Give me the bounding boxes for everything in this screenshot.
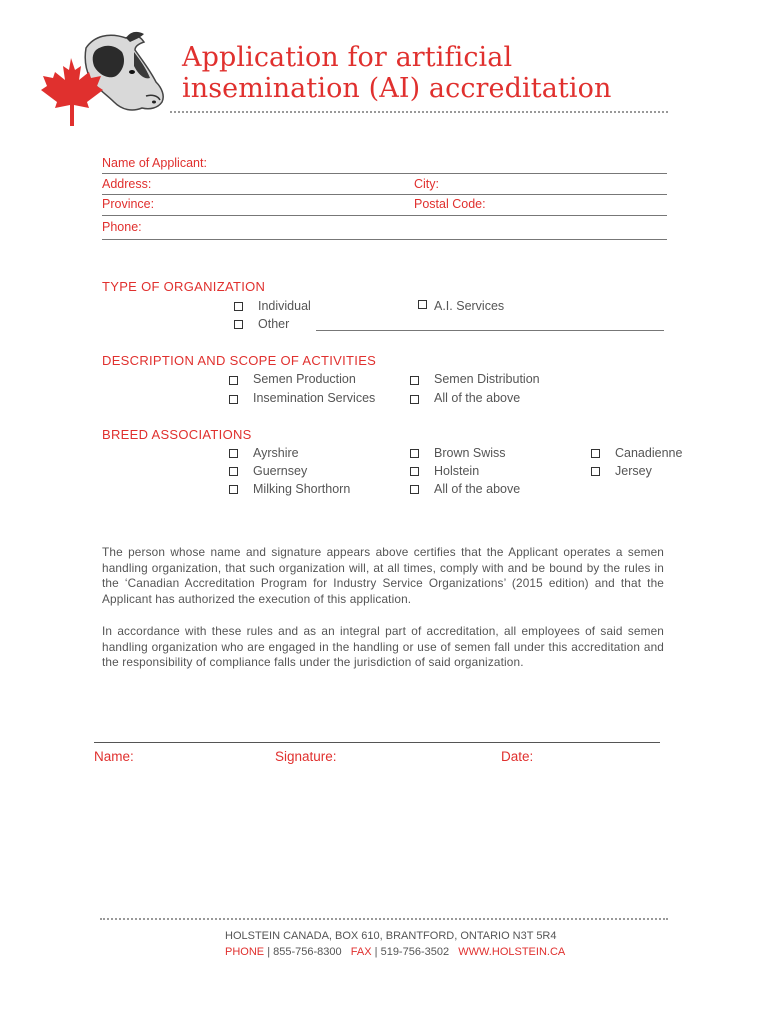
footer-phone-label: PHONE: [225, 946, 265, 958]
semen-distribution-checkbox[interactable]: [410, 376, 419, 385]
other-specify-field[interactable]: [316, 330, 664, 331]
city-label: City:: [414, 177, 439, 191]
jersey-label: Jersey: [615, 464, 652, 478]
milking-shorthorn-label: Milking Shorthorn: [253, 482, 351, 496]
brown-swiss-checkbox[interactable]: [410, 449, 419, 458]
canadienne-checkbox[interactable]: [591, 449, 600, 458]
insemination-services-label: Insemination Services: [253, 391, 376, 405]
title-divider: [170, 111, 668, 113]
insemination-services-checkbox[interactable]: [229, 395, 238, 404]
milking-shorthorn-checkbox[interactable]: [229, 485, 238, 494]
signature-label: Signature:: [275, 749, 337, 764]
province-postal-field[interactable]: [102, 215, 667, 216]
ai-services-option-label: A.I. Services: [434, 299, 505, 313]
other-checkbox[interactable]: [234, 320, 243, 329]
semen-production-label: Semen Production: [253, 372, 356, 386]
canadienne-label: Canadienne: [615, 446, 683, 460]
other-option-label: Other: [258, 317, 290, 331]
breeds-heading: BREED ASSOCIATIONS: [102, 427, 252, 442]
individual-checkbox[interactable]: [234, 302, 243, 311]
holstein-label: Holstein: [434, 464, 480, 478]
footer-sep-2: |: [374, 946, 378, 958]
holstein-checkbox[interactable]: [410, 467, 419, 476]
footer-web-rest: HOLSTEIN.CA: [491, 946, 566, 958]
individual-option-label: Individual: [258, 299, 311, 313]
semen-distribution-label: Semen Distribution: [434, 372, 540, 386]
date-label: Date:: [501, 749, 534, 764]
semen-production-checkbox[interactable]: [229, 376, 238, 385]
activities-all-checkbox[interactable]: [410, 395, 419, 404]
footer-web-prefix: WWW.: [458, 946, 492, 958]
title-line-2: insemination (AI) accreditation: [182, 73, 612, 104]
name-of-applicant-field[interactable]: [102, 173, 667, 174]
footer-contact: [225, 946, 565, 958]
breeds-all-label: All of the above: [434, 482, 521, 496]
title-line-1: Application for artificial: [182, 42, 513, 73]
signature-name-label: Name:: [94, 749, 134, 764]
footer-website-link[interactable]: [458, 946, 565, 958]
page-title: [182, 42, 611, 104]
phone-label: Phone:: [102, 220, 142, 234]
guernsey-checkbox[interactable]: [229, 467, 238, 476]
logo: [34, 30, 169, 130]
activities-heading: DESCRIPTION AND SCOPE OF ACTIVITIES: [102, 353, 377, 368]
activities-all-label: All of the above: [434, 391, 521, 405]
name-of-applicant-label: Name of Applicant:: [102, 156, 207, 170]
compliance-paragraph: In accordance with these rules and as an integral part of accreditation, all employees of said semen handling organization who are engaged in the handling or use of semen fall under this accreditation and the responsibility of compliance falls under the jurisdiction of said organization.: [102, 624, 664, 669]
jersey-checkbox[interactable]: [591, 467, 600, 476]
postal-code-label: Postal Code:: [414, 197, 486, 211]
ai-services-checkbox[interactable]: [418, 300, 427, 309]
certification-paragraph: The person whose name and signature appears above certifies that the Applicant operates a semen handling organization, that such organization will, at all times, comply with and be bound by the rules in the ‘Canadian Accreditation Program for Industry Service Organizations’ (2015 edition) and that the Applicant has authorized the execution of this application.: [102, 545, 664, 606]
footer-phone: 855-756-8300: [273, 946, 342, 958]
footer-sep-1: |: [267, 946, 271, 958]
organization-heading: TYPE OF ORGANIZATION: [102, 279, 266, 294]
footer-divider: [100, 918, 668, 920]
footer-fax-label: FAX: [350, 946, 372, 958]
ayrshire-checkbox[interactable]: [229, 449, 238, 458]
address-label: Address:: [102, 177, 152, 191]
breeds-all-checkbox[interactable]: [410, 485, 419, 494]
ayrshire-label: Ayrshire: [253, 446, 299, 460]
signature-line[interactable]: [94, 742, 660, 743]
footer-fax: 519-756-3502: [380, 946, 450, 958]
guernsey-label: Guernsey: [253, 464, 308, 478]
phone-field[interactable]: [102, 239, 667, 240]
address-city-field[interactable]: [102, 194, 667, 195]
footer-address: HOLSTEIN CANADA, BOX 610, BRANTFORD, ONTARIO N3T 5R4: [225, 930, 557, 942]
province-label: Province:: [102, 197, 155, 211]
brown-swiss-label: Brown Swiss: [434, 446, 506, 460]
cow-head-icon: [85, 32, 163, 110]
